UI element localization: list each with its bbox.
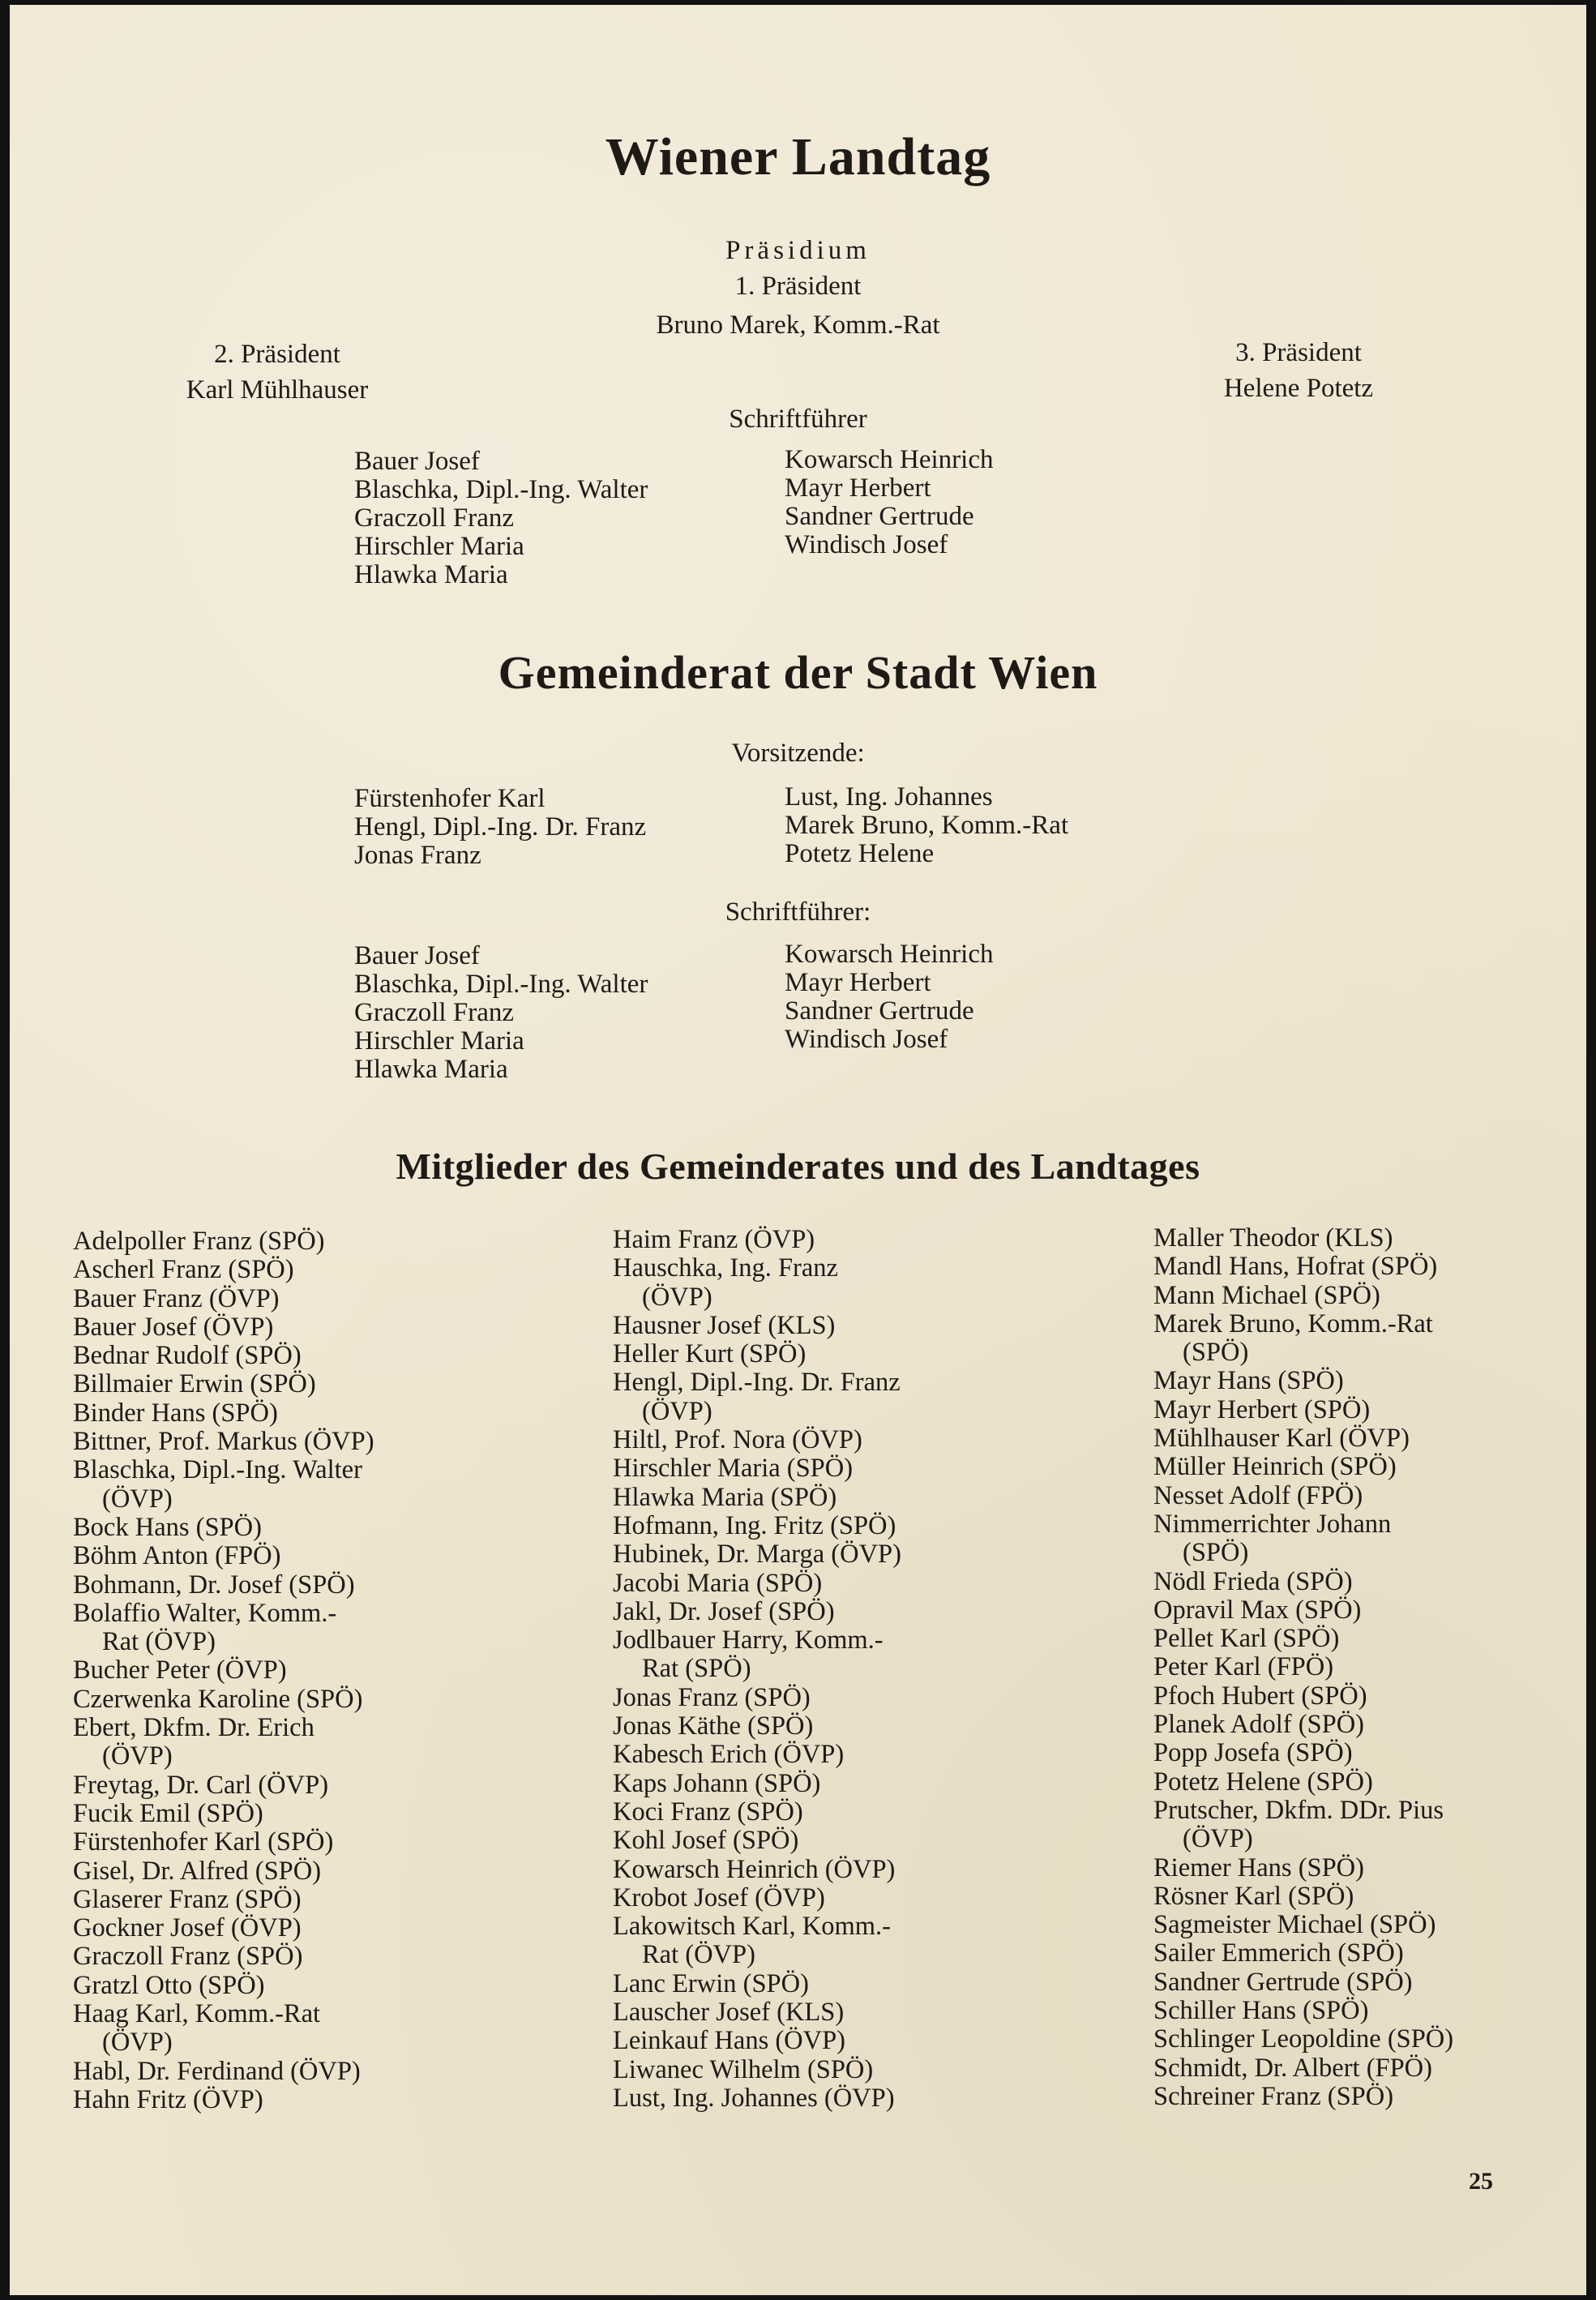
member-entry: Ebert, Dkfm. Dr. Erich xyxy=(73,1713,314,1743)
member-entry: Hlawka Maria (SPÖ) xyxy=(613,1482,837,1512)
list-item: Lust, Ing. Johannes xyxy=(785,782,993,812)
third-president-name: Helene Potetz xyxy=(1223,374,1374,403)
member-entry: Freytag, Dr. Carl (ÖVP) xyxy=(73,1770,329,1800)
member-entry: Bohmann, Dr. Josef (SPÖ) xyxy=(73,1570,355,1600)
member-entry: Planek Adolf (SPÖ) xyxy=(1153,1710,1364,1740)
member-entry: Lauscher Josef (KLS) xyxy=(613,1998,845,2028)
member-entry: (ÖVP) xyxy=(642,1282,712,1312)
member-entry: Lust, Ing. Johannes (ÖVP) xyxy=(613,2083,895,2113)
member-entry: Marek Bruno, Komm.-Rat xyxy=(1153,1308,1433,1338)
list-item: Sandner Gertrude xyxy=(785,502,974,531)
list-item: Marek Bruno, Komm.-Rat xyxy=(785,811,1069,840)
page-number: 25 xyxy=(1469,2168,1493,2195)
member-entry: Schiller Hans (SPÖ) xyxy=(1153,1996,1369,2026)
member-entry: Gratzl Otto (SPÖ) xyxy=(73,1970,265,2000)
member-entry: Rat (ÖVP) xyxy=(642,1940,755,1970)
member-entry: Fucik Emil (SPÖ) xyxy=(73,1798,263,1828)
list-item: Hirschler Maria xyxy=(354,532,524,561)
member-entry: Glaserer Franz (SPÖ) xyxy=(73,1884,302,1914)
member-entry: Potetz Helene (SPÖ) xyxy=(1153,1767,1373,1797)
list-item: Mayr Herbert xyxy=(785,473,931,503)
member-entry: Lakowitsch Karl, Komm.- xyxy=(613,1912,891,1942)
list-item: Sandner Gertrude xyxy=(785,996,974,1026)
mitglieder-title: Mitglieder des Gemeinderates und des Landtages xyxy=(396,1146,1200,1187)
second-president-label: 2. Präsident xyxy=(214,340,340,369)
member-entry: Hengl, Dipl.-Ing. Dr. Franz xyxy=(613,1368,901,1398)
list-item: Blaschka, Dipl.-Ing. Walter xyxy=(354,970,648,999)
member-entry: Sagmeister Michael (SPÖ) xyxy=(1153,1910,1436,1940)
member-entry: Nödl Frieda (SPÖ) xyxy=(1153,1566,1353,1596)
member-entry: Jonas Franz (SPÖ) xyxy=(613,1682,811,1712)
member-entry: Mandl Hans, Hofrat (SPÖ) xyxy=(1153,1252,1438,1282)
member-entry: Gockner Josef (ÖVP) xyxy=(73,1913,302,1943)
member-entry: Bucher Peter (ÖVP) xyxy=(73,1655,287,1685)
member-entry: Hubinek, Dr. Marga (ÖVP) xyxy=(613,1540,901,1570)
member-entry: Hausner Josef (KLS) xyxy=(613,1310,836,1340)
list-item: Bauer Josef xyxy=(354,941,480,970)
second-president-name: Karl Mühlhauser xyxy=(186,375,369,405)
member-entry: Binder Hans (SPÖ) xyxy=(73,1398,278,1428)
member-entry: Haag Karl, Komm.-Rat xyxy=(73,1999,321,2029)
member-entry: Bock Hans (SPÖ) xyxy=(73,1512,262,1542)
member-entry: Sailer Emmerich (SPÖ) xyxy=(1153,1938,1404,1968)
member-entry: Krobot Josef (ÖVP) xyxy=(613,1882,825,1912)
list-item: Potetz Helene xyxy=(785,839,935,868)
member-entry: Schmidt, Dr. Albert (FPÖ) xyxy=(1153,2053,1432,2083)
member-entry: Haim Franz (ÖVP) xyxy=(613,1225,815,1254)
member-entry: Mühlhauser Karl (ÖVP) xyxy=(1153,1424,1410,1454)
list-item: Hirschler Maria xyxy=(354,1026,524,1056)
member-entry: Kaps Johann (SPÖ) xyxy=(613,1768,821,1798)
member-entry: Rat (SPÖ) xyxy=(642,1654,751,1684)
gemeinderat-schriftfuehrer-right xyxy=(785,940,994,1054)
list-item: Windisch Josef xyxy=(785,1025,948,1054)
member-entry: (SPÖ) xyxy=(1183,1538,1249,1568)
member-entry: Riemer Hans (SPÖ) xyxy=(1153,1852,1364,1882)
first-president-name: Bruno Marek, Komm.-Rat xyxy=(656,311,940,340)
member-entry: Kohl Josef (SPÖ) xyxy=(613,1826,799,1856)
first-president-label: 1. Präsident xyxy=(734,272,862,301)
member-entry: Böhm Anton (FPÖ) xyxy=(73,1541,281,1571)
vorsitzende-right xyxy=(785,783,1068,868)
member-entry: (ÖVP) xyxy=(1183,1824,1253,1854)
member-entry: Blaschka, Dipl.-Ing. Walter xyxy=(73,1455,362,1485)
member-entry: Rösner Karl (SPÖ) xyxy=(1153,1881,1354,1911)
member-entry: Maller Theodor (KLS) xyxy=(1153,1223,1393,1253)
document-page xyxy=(10,5,1586,2295)
member-entry: (ÖVP) xyxy=(102,2028,173,2058)
member-entry: Hofmann, Ing. Fritz (SPÖ) xyxy=(613,1510,896,1540)
member-entry: Liwanec Wilhelm (SPÖ) xyxy=(613,2054,874,2084)
member-entry: Sandner Gertrude (SPÖ) xyxy=(1153,1967,1413,1997)
member-entry: Mayr Hans (SPÖ) xyxy=(1153,1366,1344,1396)
vorsitzende-heading: Vorsitzende: xyxy=(731,739,865,768)
member-entry: Billmaier Erwin (SPÖ) xyxy=(73,1369,316,1399)
member-entry: Fürstenhofer Karl (SPÖ) xyxy=(73,1827,334,1857)
vorsitzende-left xyxy=(354,785,646,870)
landtag-schriftfuehrer-right xyxy=(785,446,994,559)
member-entry: Mayr Herbert (SPÖ) xyxy=(1153,1394,1371,1424)
landtag-title: Wiener Landtag xyxy=(605,127,991,186)
praesidium-heading: Präsidium xyxy=(725,236,871,265)
member-entry: Hahn Fritz (ÖVP) xyxy=(73,2084,263,2114)
member-entry: Rat (ÖVP) xyxy=(102,1627,216,1657)
member-entry: Ascherl Franz (SPÖ) xyxy=(73,1255,294,1285)
list-item: Hlawka Maria xyxy=(354,560,508,589)
member-entry: (ÖVP) xyxy=(102,1741,173,1771)
landtag-schriftfuehrer-heading: Schriftführer xyxy=(729,405,867,434)
member-entry: Jodlbauer Harry, Komm.- xyxy=(613,1625,884,1655)
member-entry: (ÖVP) xyxy=(102,1484,173,1514)
member-entry: (ÖVP) xyxy=(642,1396,712,1426)
member-entry: Hiltl, Prof. Nora (ÖVP) xyxy=(613,1425,862,1455)
list-item: Hlawka Maria xyxy=(354,1055,508,1084)
members-column-3 xyxy=(1153,1224,1453,2111)
member-entry: Jakl, Dr. Josef (SPÖ) xyxy=(613,1596,835,1626)
member-entry: Bauer Franz (ÖVP) xyxy=(73,1283,280,1313)
members-column-1 xyxy=(73,1227,374,2114)
third-president-label: 3. Präsident xyxy=(1235,338,1362,367)
member-entry: Hauschka, Ing. Franz xyxy=(613,1253,838,1283)
gemeinderat-schriftfuehrer-left xyxy=(354,942,648,1084)
gemeinderat-title: Gemeinderat der Stadt Wien xyxy=(498,646,1098,699)
member-entry: Mann Michael (SPÖ) xyxy=(1153,1280,1380,1310)
list-item: Windisch Josef xyxy=(785,530,948,559)
member-entry: Heller Kurt (SPÖ) xyxy=(613,1339,807,1369)
member-entry: Graczoll Franz (SPÖ) xyxy=(73,1942,303,1972)
list-item: Fürstenhofer Karl xyxy=(354,784,546,813)
member-entry: Prutscher, Dkfm. DDr. Pius xyxy=(1153,1795,1444,1825)
member-entry: Jacobi Maria (SPÖ) xyxy=(613,1568,823,1598)
member-entry: Peter Karl (FPÖ) xyxy=(1153,1652,1334,1682)
member-entry: Müller Heinrich (SPÖ) xyxy=(1153,1452,1397,1482)
list-item: Kowarsch Heinrich xyxy=(785,940,994,969)
member-entry: Bauer Josef (ÖVP) xyxy=(73,1312,274,1342)
member-entry: Bednar Rudolf (SPÖ) xyxy=(73,1341,302,1371)
member-entry: Nesset Adolf (FPÖ) xyxy=(1153,1480,1363,1510)
member-entry: Hirschler Maria (SPÖ) xyxy=(613,1454,854,1484)
member-entry: Adelpoller Franz (SPÖ) xyxy=(73,1227,325,1256)
member-entry: Czerwenka Karoline (SPÖ) xyxy=(73,1684,363,1714)
member-entry: Kabesch Erich (ÖVP) xyxy=(613,1740,845,1770)
list-item: Graczoll Franz xyxy=(354,503,514,533)
member-entry: Bolaffio Walter, Komm.- xyxy=(73,1598,337,1628)
member-entry: Koci Franz (SPÖ) xyxy=(613,1797,803,1827)
member-entry: Gisel, Dr. Alfred (SPÖ) xyxy=(73,1856,322,1886)
list-item: Jonas Franz xyxy=(354,841,481,870)
member-entry: Lanc Erwin (SPÖ) xyxy=(613,1968,809,1998)
members-column-2 xyxy=(613,1226,901,2113)
list-item: Mayr Herbert xyxy=(785,968,931,997)
list-item: Blaschka, Dipl.-Ing. Walter xyxy=(354,475,648,504)
member-entry: Kowarsch Heinrich (ÖVP) xyxy=(613,1854,896,1884)
member-entry: Schreiner Franz (SPÖ) xyxy=(1153,2081,1394,2111)
member-entry: Popp Josefa (SPÖ) xyxy=(1153,1738,1353,1768)
list-item: Bauer Josef xyxy=(354,447,480,476)
member-entry: Bittner, Prof. Markus (ÖVP) xyxy=(73,1427,374,1457)
member-entry: Pellet Karl (SPÖ) xyxy=(1153,1624,1340,1654)
member-entry: Opravil Max (SPÖ) xyxy=(1153,1595,1362,1625)
member-entry: (SPÖ) xyxy=(1183,1338,1249,1368)
list-item: Graczoll Franz xyxy=(354,998,514,1027)
member-entry: Leinkauf Hans (ÖVP) xyxy=(613,2026,846,2056)
member-entry: Pfoch Hubert (SPÖ) xyxy=(1153,1681,1367,1711)
member-entry: Schlinger Leopoldine (SPÖ) xyxy=(1153,2024,1454,2054)
member-entry: Jonas Käthe (SPÖ) xyxy=(613,1711,814,1741)
landtag-schriftfuehrer-left xyxy=(354,448,648,589)
member-entry: Nimmerrichter Johann xyxy=(1153,1509,1392,1539)
list-item: Kowarsch Heinrich xyxy=(785,445,994,474)
gemeinderat-schriftfuehrer-heading: Schriftführer: xyxy=(725,897,871,927)
list-item: Hengl, Dipl.-Ing. Dr. Franz xyxy=(354,812,647,842)
member-entry: Habl, Dr. Ferdinand (ÖVP) xyxy=(73,2056,361,2086)
